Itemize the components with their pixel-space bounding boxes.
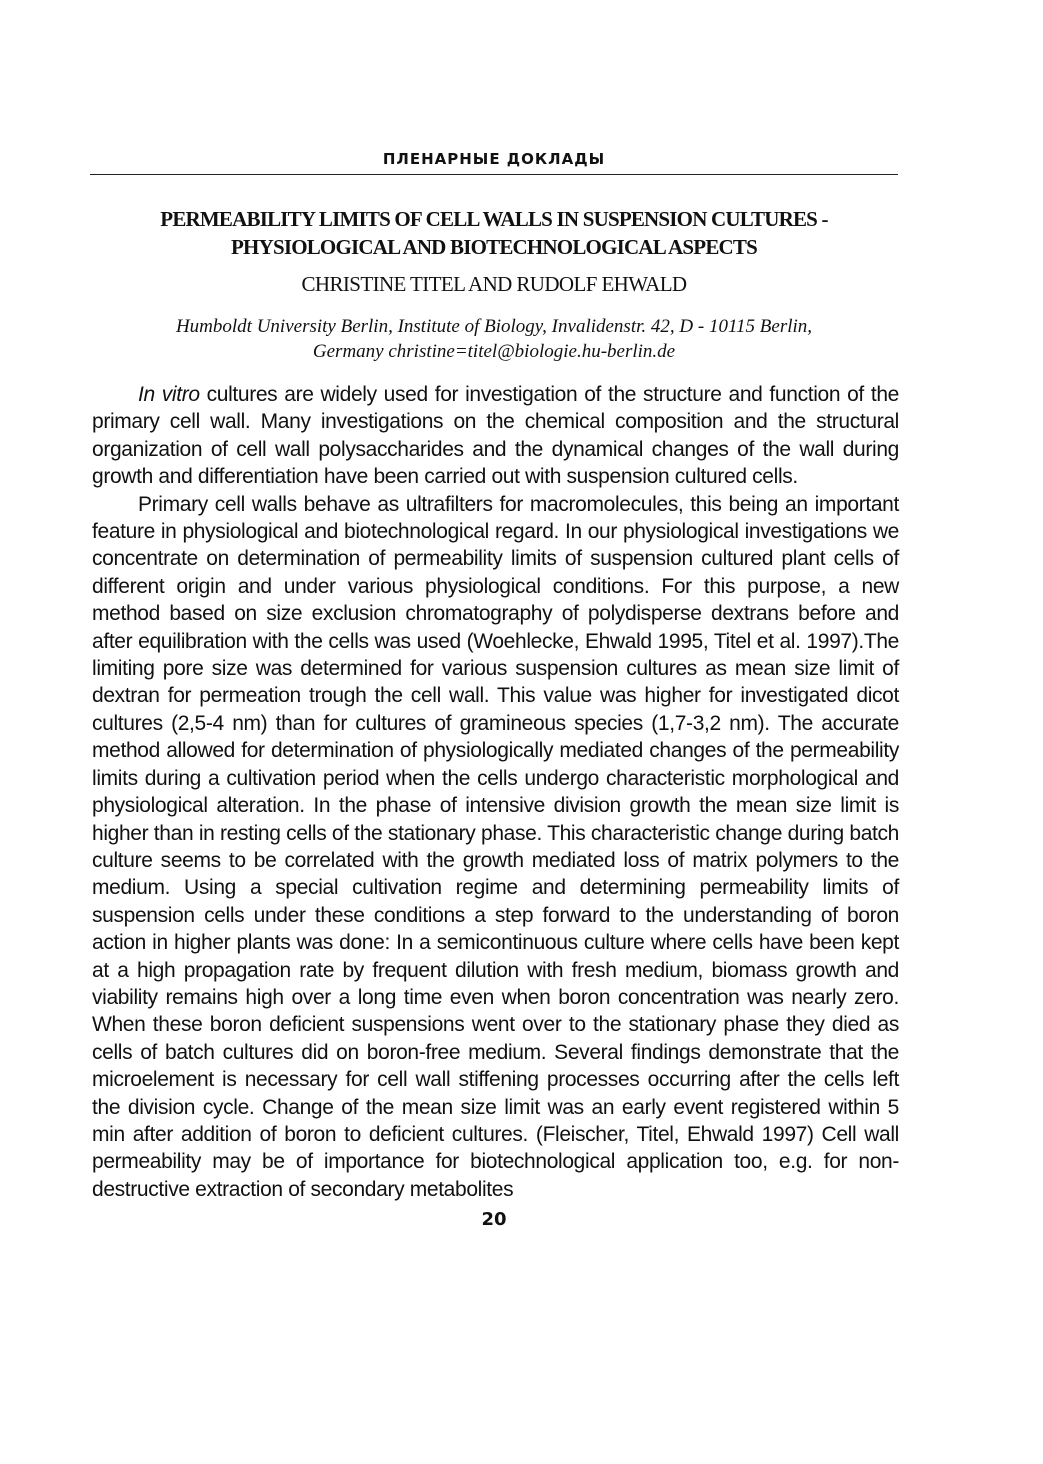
title-line-1: PERMEABILITY LIMITS OF CELL WALLS IN SUSPENSION CULTURES -	[160, 207, 828, 231]
header-rule	[90, 174, 898, 175]
affiliation-line-1: Humboldt University Berlin, Institute of Biology, Invalidenstr. 42, D - 10115 Berlin,	[175, 316, 813, 337]
author-affiliation	[90, 314, 898, 364]
paragraph-1	[92, 381, 899, 491]
article-authors: CHRISTINE TITEL AND RUDOLF EHWALD	[301, 272, 687, 296]
in-vitro-italic: In vitro	[138, 383, 200, 406]
running-head: ПЛЕНАРНЫЕ ДОКЛАДЫ	[382, 150, 606, 168]
title-line-2: PHYSIOLOGICAL AND BIOTECHNOLOGICAL ASPECTS	[231, 235, 757, 259]
article-body	[92, 381, 899, 1203]
affiliation-line-2: Germany christine=titel@biologie.hu-berlin.de	[312, 341, 676, 362]
article-title	[90, 205, 898, 261]
paragraph-2: Primary cell walls behave as ultrafilters for macromolecules, this being an important feature in physiological and biotechnological regard. In our physiological investigations we concentrate on determination of permeability limits of suspension cultured plant cells of different origin and under various physiological conditions. For this purpose, a new method based on size exclusion chromatography of polydisperse dextrans before and after equilibration with the cells was used (Woehlecke, Ehwald 1995, Titel et al. 1997).The limiting pore size was determined for various suspension cultures as mean size limit of dextran for permeation trough the cell wall. This value was higher for investigated dicot cultures (2,5-4 nm) than for cultures of gramineous species (1,7-3,2 nm). The accurate method allowed for determination of physiologically mediated changes of the permeability limits during a cultivation period when the cells undergo characteristic morphological and physiological alteration. In the phase of intensive division growth the mean size limit is higher than in resting cells of the stationary phase. This characteristic change during batch culture seems to be correlated with the growth mediated loss of matrix polymers to the medium. Using a special cultivation regime and determining permeability limits of suspension cells under these conditions a step forward to the understanding of boron action in higher plants was done: In a semicontinuous culture where cells have been kept at a high propagation rate by frequent dilution with fresh medium, biomass growth and viability remains high over a long time even when boron concentration was nearly zero. When these boron deficient suspensions went over to the stationary phase they died as cells of batch cultures did on boron-free medium. Several findings demonstrate that the microelement is necessary for cell wall stiffening processes occurring after the cells left the division cycle. Change of the mean size limit was an early event registered within 5 min after addition of boron to deficient cultures. (Fleischer, Titel, Ehwald 1997) Cell wall permeability may be of importance for biotechnological application too, e.g. for non-destructive extraction of secondary metabolites	[92, 492, 899, 1201]
page-number: 20	[481, 1209, 507, 1230]
paragraph-1-text: cultures are widely used for investigation of the structure and function of the primary cell wall. Many investigations on the chemical composition and the structural organization of cell wall polysaccharides and the dynamical changes of the wall during growth and differentiation have been carried out with suspension cultured cells.	[92, 383, 899, 489]
